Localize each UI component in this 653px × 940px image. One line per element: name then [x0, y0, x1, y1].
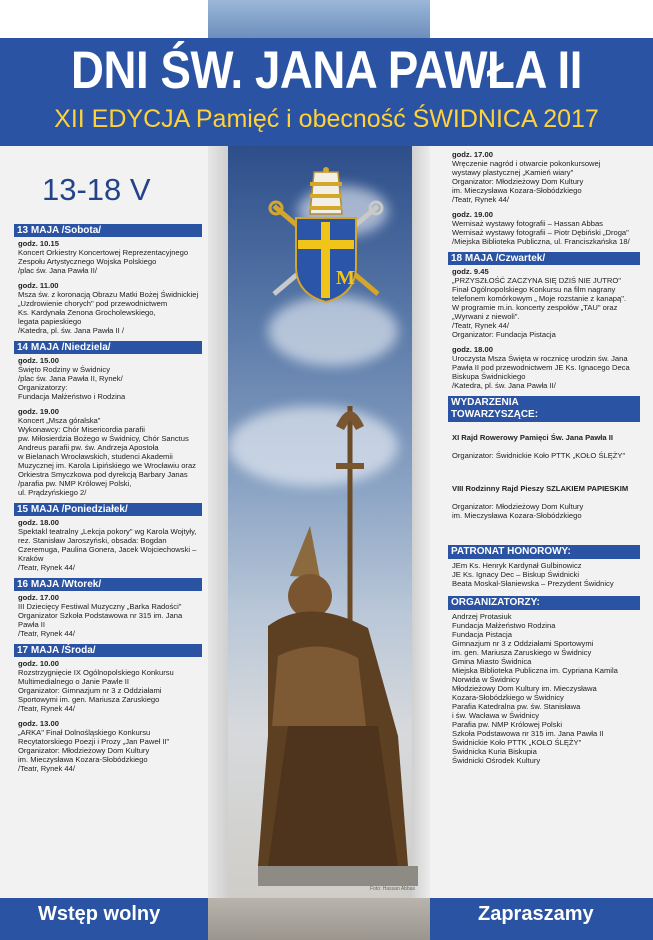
day-block-18: [448, 252, 640, 390]
event-item: [452, 345, 640, 390]
event-text: Święto Rodziny w Świdnicy /plac św. Jana Pawła II, Rynek/ Organizatorzy: Fundacja Małżeństwo i Rodzina: [18, 365, 126, 401]
day-heading: 15 MAJA /Poniedziałek/: [14, 503, 202, 516]
event-text: Uroczysta Msza Święta w rocznicę urodzin św. Jana Pawła II pod przewodnictwem JE Ks. Ignacego Deca Biskupa Świdnickiego /Katedra, pl. św. Jana Pawła II/: [452, 354, 630, 390]
event-item: [18, 593, 202, 638]
right-column: [448, 150, 640, 771]
event-time: godz. 13.00: [18, 719, 59, 728]
cloud: [268, 296, 398, 366]
event-item: [18, 281, 202, 335]
event-time: godz. 17.00: [18, 593, 59, 602]
event-time: godz. 17.00: [452, 150, 493, 159]
side-event-title: XI Rajd Rowerowy Pamięci Św. Jana Pawła II: [452, 433, 613, 442]
event-text: III Dziecięcy Festiwal Muzyczny „Barka Radości" Organizator Szkoła Podstawowa nr 315 im. Jana Pawła II /Teatr, Rynek 44/: [18, 602, 183, 638]
event-item: [18, 518, 202, 572]
tiara-icon: [310, 167, 342, 214]
poster-title: DNI ŚW. JANA PAWŁA II: [71, 41, 582, 100]
day-heading: 16 MAJA /Wtorek/: [14, 578, 202, 591]
event-item: [18, 407, 202, 497]
side-event-item: [452, 424, 640, 469]
photo-credit: Foto: Hassan Abbas: [370, 886, 416, 892]
patronage-heading: PATRONAT HONOROWY:: [448, 545, 640, 559]
free-entry-label: Wstęp wolny: [38, 903, 161, 925]
center-photo: [208, 146, 430, 898]
event-time: godz. 18.00: [452, 345, 493, 354]
event-time: godz. 19.00: [452, 210, 493, 219]
event-item: [18, 659, 202, 713]
day-block-15: [14, 503, 202, 572]
pope-statue-icon: [248, 396, 418, 896]
side-events-section: [448, 396, 640, 529]
event-text: Koncert „Msza góralska" Wykonawcy: Chór Misericordia parafii pw. Miłosierdzia Bożego w Świdnicy, Chór Sanctus Andreus parafii pw. św. Andrzeja Apostoła w Bielanach Wrocławskich, studenci Akademii Muzycznej im. Karola Lipińskiego we Wrocławiu oraz Orkiestra Smyczkowa pod dyrekcją Barbary Janas /parafia pw. NMP Królowej Polski, ul. Prądzyńskiego 2/: [18, 416, 196, 497]
patronage-text: JEm Ks. Henryk Kardynał Gulbinowicz JE Ks. Ignacy Dec – Biskup Świdnicki Beata Moskal-Słaniewska – Prezydent Świdnicy: [452, 561, 614, 588]
day-block-14: [14, 341, 202, 497]
date-range: 13-18 V: [42, 172, 151, 207]
side-event-title: VIII Rodzinny Rajd Pieszy SZLAKIEM PAPIESKIM: [452, 484, 629, 493]
monument-wall-left: [208, 146, 228, 898]
day-block-17: [14, 644, 202, 773]
event-text: „ARKA" Finał Dolnośląskiego Konkursu Recytatorskiego Poezji i Prozy „Jan Paweł II" Organizator: Młodzieżowy Dom Kultury im. Mieczysława Kozara-Słobódzkiego /Teatr, Rynek 44/: [18, 728, 170, 773]
event-item: [452, 150, 640, 204]
letter-m-icon: M: [336, 267, 355, 289]
event-text: Koncert Orkiestry Koncertowej Reprezentacyjnego Zespołu Artystycznego Wojska Polskiego /plac św. Jana Pawła II/: [18, 248, 189, 275]
patronage-section: [448, 545, 640, 588]
event-item: [18, 719, 202, 773]
cross-icon: [321, 222, 330, 298]
side-event-item: [452, 475, 640, 529]
day-heading: 13 MAJA /Sobota/: [14, 224, 202, 237]
day-block-13: [14, 224, 202, 335]
event-text: Rozstrzygnięcie IX Ogólnopolskiego Konkursu Multimedialnego o Janie Pawle II Organizator: Gimnazjum nr 3 z Oddziałami Sportowymi im. gen. Mariusza Zaruskiego /Teatr, Rynek 44/: [18, 668, 174, 713]
organizers-section: [448, 596, 640, 765]
side-event-text: Organizator: Świdnickie Koło PTTK „KOŁO ŚLĘŻY": [452, 451, 626, 460]
day-heading: 14 MAJA /Niedziela/: [14, 341, 202, 354]
invitation-label: Zapraszamy: [478, 903, 594, 925]
event-item: [452, 210, 640, 246]
event-text: Msza św. z koronacją Obrazu Matki Bożej Świdnickiej „Uzdrowienie chorych" pod przewodnictwem Ks. Kardynała Zenona Grocholewskiego, legata papieskiego /Katedra, pl. św. Jana Pawła II /: [18, 290, 199, 335]
event-text: Spektakl teatralny „Lekcja pokory" wg Karola Wojtyły, rez. Stanisław Jaroszyński, obsada: Bogdan Czeremuga, Paulina Gonera, Jacek Wojciechowski – Kraków /Teatr, Rynek 44/: [18, 527, 197, 572]
organizers-heading: ORGANIZATORZY:: [448, 596, 640, 610]
papal-coat-of-arms-icon: [266, 166, 386, 306]
side-events-heading: WYDARZENIA TOWARZYSZĄCE:: [448, 396, 640, 422]
left-column: [14, 150, 202, 779]
event-item: [18, 239, 202, 275]
day-block-16: [14, 578, 202, 638]
event-item: [452, 267, 640, 339]
event-text: Wernisaż wystawy fotografii – Hassan Abbas Wernisaż wystawy fotografii – Piotr Dębiński „Droga" /Miejska Biblioteka Publiczna, ul. Franciszkańska 18/: [452, 219, 630, 246]
sky-strip: [208, 0, 430, 38]
event-text: „PRZYSZŁOŚĆ ZACZYNA SIĘ DZIŚ NIE JUTRO" Finał Ogólnopolskiego Konkursu na film nagrany telefonem komórkowym „ Moje rozstanie z kanapą". W programie m.in. koncerty zespołów „TAU" oraz „Wyrwani z niewoli". /Teatr, Rynek 44/ Organizator: Fundacja Pistacja: [452, 276, 627, 339]
side-event-text: Organizator: Młodzieżowy Dom Kultury im. Mieczysława Kozara-Słobódzkiego: [452, 502, 584, 520]
event-time: godz. 10.15: [18, 239, 59, 248]
event-time: godz. 15.00: [18, 356, 59, 365]
poster-subtitle: XII EDYCJA Pamięć i obecność ŚWIDNICA 2017: [54, 105, 599, 133]
event-time: godz. 11.00: [18, 281, 59, 290]
event-time: godz. 9.45: [452, 267, 489, 276]
footer-pavement: [208, 898, 430, 940]
event-item: [18, 356, 202, 401]
day-heading: 17 MAJA /Środa/: [14, 644, 202, 657]
event-time: godz. 19.00: [18, 407, 59, 416]
event-text: Wręczenie nagród i otwarcie pokonkursowej wystawy plastycznej „Kamień wiary" Organizator: Młodzieżowy Dom Kultury im. Mieczysława Kozara-Słobódzkiego /Teatr, Rynek 44/: [452, 159, 601, 204]
event-time: godz. 18.00: [18, 518, 59, 527]
header-top: [0, 0, 653, 38]
day-heading: 18 MAJA /Czwartek/: [448, 252, 640, 265]
organizers-text: Andrzej Protasiuk Fundacja Małżeństwo Rodzina Fundacja Pistacja Gimnazjum nr 3 z Oddziałami Sportowymi im. gen. Mariusza Zaruskiego w Świdnicy Gmina Miasto Świdnica Miejska Biblioteka Publiczna im. Cypriana Kamila Norwida w Świdnicy Młodzieżowy Dom Kultury im. Mieczysława Kozara-Słobódzkiego w Świdnicy Parafia Katedralna pw. św. Stanisława i św. Wacława w Świdnicy Parafia pw. NMP Królowej Polski Szkoła Podstawowa nr 315 im. Jana Pawła II Świdnickie Koło PTTK „KOŁO ŚLĘŻY" Świdnicka Kuria Biskupia Świdnicki Ośrodek Kultury: [452, 612, 618, 765]
event-time: godz. 10.00: [18, 659, 59, 668]
